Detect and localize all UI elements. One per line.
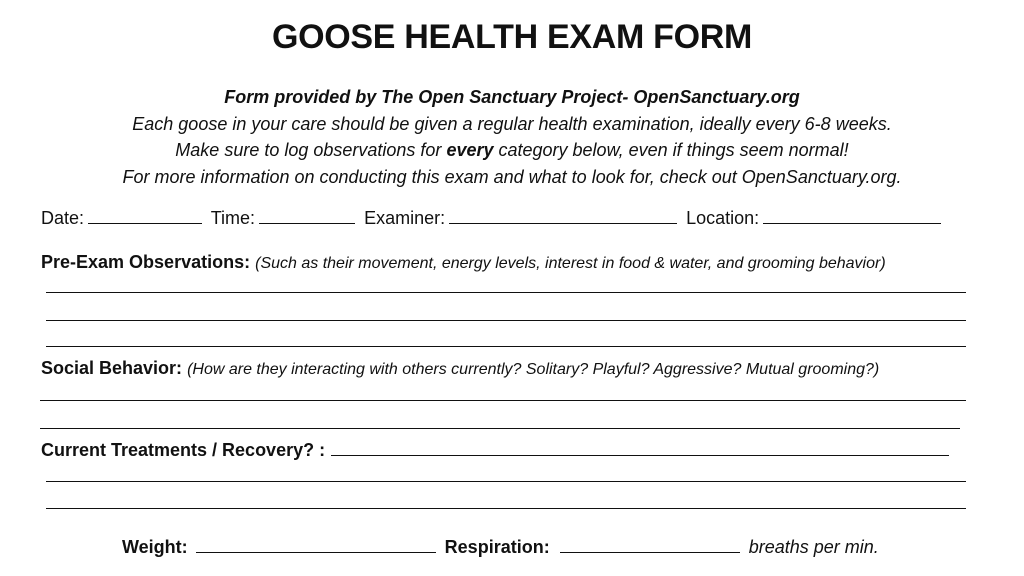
pre-exam-section-header (41, 252, 886, 273)
pre-exam-line-2[interactable] (46, 320, 966, 321)
treatments-row (41, 438, 953, 461)
social-section-header (41, 358, 879, 379)
location-label: Location: (686, 208, 760, 228)
form-intro (0, 84, 1024, 190)
intro-line-1: Each goose in your care should be given a regular health examination, ideally every 6-8 weeks. (132, 113, 892, 134)
examiner-label: Examiner: (364, 208, 446, 228)
form-title: GOOSE HEALTH EXAM FORM (271, 18, 753, 56)
pre-exam-hint: (Such as their movement, energy levels, interest in food & water, and grooming behavior) (255, 255, 886, 272)
social-hint: (How are they interacting with others currently? Solitary? Playful? Aggressive? Mutual grooming?) (187, 361, 880, 378)
respiration-field[interactable] (560, 535, 740, 553)
social-line-1[interactable] (40, 400, 966, 401)
respiration-label: Respiration: (444, 537, 550, 557)
header-fields-row (41, 206, 945, 229)
intro-line-3: For more information on conducting this exam and what to look for, check out OpenSanctuary.org. (122, 166, 902, 187)
pre-exam-line-3[interactable] (46, 346, 966, 347)
examiner-field[interactable] (449, 206, 677, 224)
treatments-label: Current Treatments / Recovery? : (41, 440, 326, 460)
treatments-field[interactable] (331, 438, 949, 456)
time-field[interactable] (259, 206, 355, 224)
treatments-line-3[interactable] (46, 508, 966, 509)
weight-label: Weight: (122, 537, 188, 557)
time-label: Time: (210, 208, 256, 228)
pre-exam-line-1[interactable] (46, 292, 966, 293)
social-label: Social Behavior: (41, 358, 183, 378)
provider-credit: Form provided by The Open Sanctuary Project- OpenSanctuary.org (224, 87, 800, 107)
date-label: Date: (41, 208, 85, 228)
location-field[interactable] (763, 206, 941, 224)
intro-line-2 (0, 137, 1024, 164)
pre-exam-label: Pre-Exam Observations: (41, 252, 251, 272)
date-field[interactable] (88, 206, 202, 224)
social-line-2[interactable] (40, 428, 960, 429)
intro-line-2-pre: Make sure to log observations for (175, 140, 447, 160)
intro-line-2-post: category below, even if things seem normal! (493, 140, 849, 160)
treatments-line-2[interactable] (46, 481, 966, 482)
weight-field[interactable] (196, 535, 436, 553)
intro-line-2-emphasis: every (446, 140, 494, 160)
vitals-row (122, 535, 879, 558)
respiration-unit: breaths per min. (748, 537, 879, 557)
